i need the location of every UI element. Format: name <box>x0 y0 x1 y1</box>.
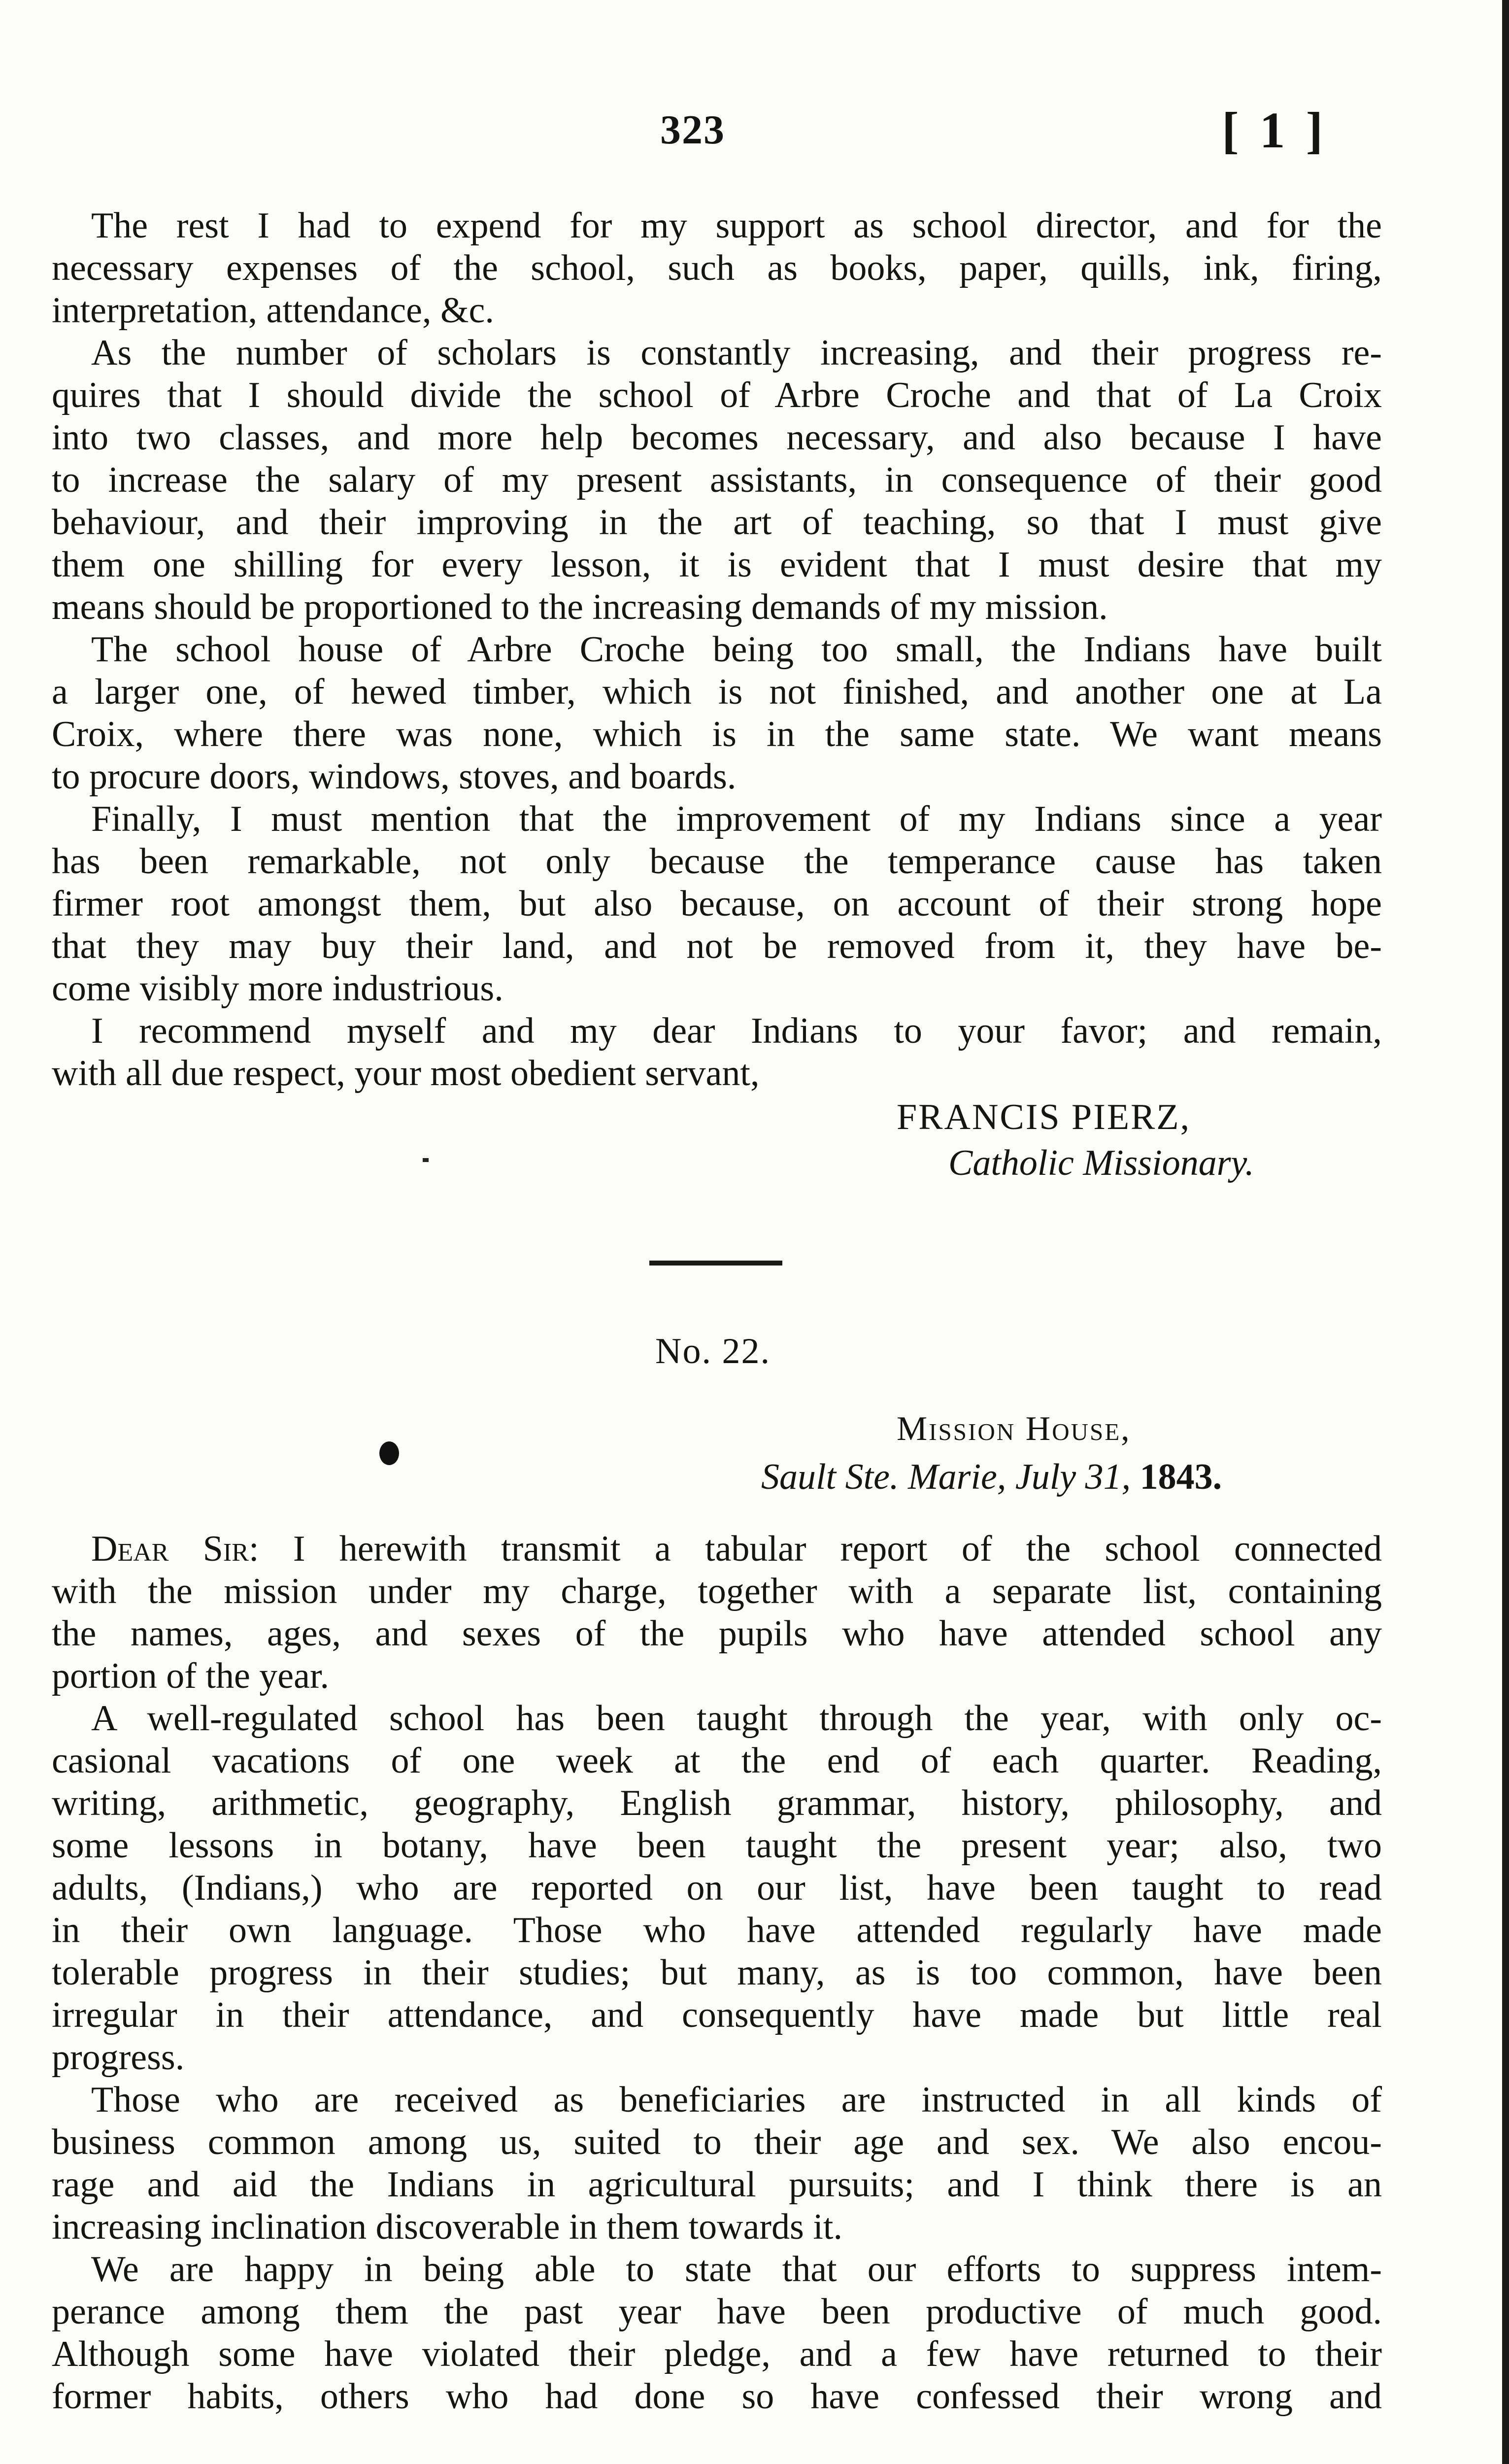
text-line: come visibly more industrious. <box>52 968 503 1009</box>
text-line: that they may buy their land, and not be removed from it, they have be- <box>52 926 1382 966</box>
text-line <box>52 1528 1382 1570</box>
text-line: interpretation, attendance, &c. <box>52 290 494 331</box>
text-line: Although some have violated their pledge, and a few have returned to their <box>52 2334 1382 2374</box>
text-line: perance among them the past year have been productive of much good. <box>52 2292 1382 2332</box>
salutation: Dear Sir <box>91 1529 249 1569</box>
document-number: [ 1 ] <box>1222 102 1327 159</box>
text-line: with all due respect, your most obedient servant, <box>52 1053 760 1094</box>
page-edge-border <box>1502 0 1509 2464</box>
text-line: We are happy in being able to state that our efforts to suppress intem- <box>91 2249 1382 2290</box>
signature-name: FRANCIS PIERZ, <box>897 1097 1191 1137</box>
text-line: in their own language. Those who have attended regularly have made <box>52 1910 1382 1951</box>
text-line: former habits, others who had done so have confessed their wrong and <box>52 2376 1382 2417</box>
text-line: increasing inclination discoverable in them towards it. <box>52 2207 842 2247</box>
text-line: The rest I had to expend for my support as school director, and for the <box>91 205 1382 246</box>
text-line: behaviour, and their improving in the art of teaching, so that I must give <box>52 502 1382 543</box>
letter-pierz-body <box>52 205 1382 1095</box>
text-line: them one shilling for every lesson, it is evident that I must desire that my <box>52 545 1382 585</box>
letter-year: 1843. <box>1140 1457 1222 1497</box>
text-line: irregular in their attendance, and consequently have made but little real <box>52 1995 1382 2035</box>
text-line: The school house of Arbre Croche being too small, the Indians have built <box>91 629 1382 670</box>
text-line: portion of the year. <box>52 1656 330 1696</box>
ink-blot-mark <box>379 1441 399 1465</box>
letter-mission-body <box>52 1528 1382 2418</box>
letter-dateline <box>761 1456 1222 1498</box>
letter-place: Mission House, <box>897 1410 1131 1448</box>
section-divider-rule <box>649 1261 782 1266</box>
text-line: I recommend myself and my dear Indians to your favor; and remain, <box>91 1011 1382 1051</box>
section-number: No. 22. <box>655 1331 771 1371</box>
text-line: A well-regulated school has been taught through the year, with only oc- <box>91 1698 1382 1739</box>
text-line: writing, arithmetic, geography, English grammar, history, philosophy, and <box>52 1783 1382 1823</box>
text-line: firmer root amongst them, but also because, on account of their strong hope <box>52 884 1382 924</box>
text-line: to procure doors, windows, stoves, and boards. <box>52 756 737 797</box>
text-line: with the mission under my charge, together with a separate list, containing <box>52 1571 1382 1611</box>
stray-mark <box>423 1158 429 1162</box>
text-line: some lessons in botany, have been taught the present year; also, two <box>52 1825 1382 1866</box>
text-line: progress. <box>52 2037 185 2078</box>
text-line: adults, (Indians,) who are reported on our list, have been taught to read <box>52 1868 1382 1908</box>
text-line: business common among us, suited to their age and sex. We also encou- <box>52 2122 1382 2162</box>
text-line: the names, ages, and sexes of the pupils who have attended school any <box>52 1613 1382 1654</box>
text-line: necessary expenses of the school, such as books, paper, quills, ink, firing, <box>52 248 1382 288</box>
text-line: a larger one, of hewed timber, which is not finished, and another one at La <box>52 672 1382 712</box>
text-line-rest: : I herewith transmit a tabular report of the school connected <box>248 1529 1382 1569</box>
text-line: has been remarkable, not only because the temperance cause has taken <box>52 841 1382 882</box>
text-line: Those who are received as beneficiaries are instructed in all kinds of <box>91 2080 1382 2120</box>
text-line: casional vacations of one week at the end of each quarter. Reading, <box>52 1741 1382 1781</box>
text-line: to increase the salary of my present assistants, in consequence of their good <box>52 460 1382 500</box>
letter-date: Sault Ste. Marie, July 31, <box>761 1457 1131 1497</box>
text-line: into two classes, and more help becomes necessary, and also because I have <box>52 417 1382 458</box>
page-number: 323 <box>660 107 725 153</box>
text-line: As the number of scholars is constantly increasing, and their progress re- <box>91 333 1382 373</box>
text-line: means should be proportioned to the increasing demands of my mission. <box>52 587 1108 627</box>
text-line: rage and aid the Indians in agricultural pursuits; and I think there is an <box>52 2164 1382 2205</box>
text-line: Finally, I must mention that the improvement of my Indians since a year <box>91 799 1382 839</box>
signature-title: Catholic Missionary. <box>948 1143 1254 1183</box>
text-line: tolerable progress in their studies; but many, as is too common, have been <box>52 1952 1382 1993</box>
text-line: Croix, where there was none, which is in the same state. We want means <box>52 714 1382 754</box>
text-line: quires that I should divide the school of Arbre Croche and that of La Croix <box>52 375 1382 415</box>
